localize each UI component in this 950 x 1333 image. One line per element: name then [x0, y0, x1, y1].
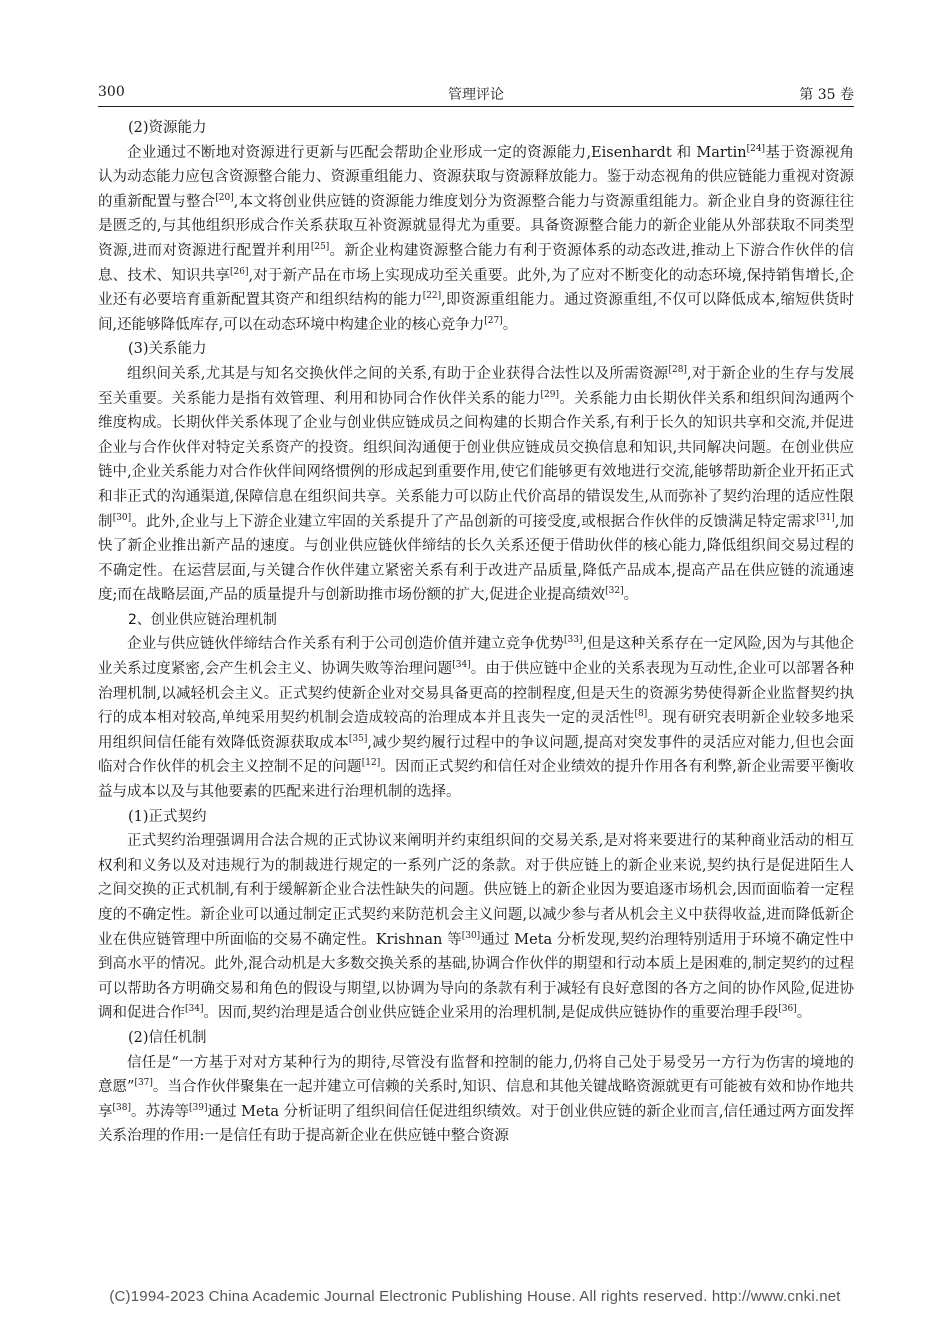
- citation-ref: [22]: [422, 291, 442, 302]
- text-run: 。: [502, 316, 518, 333]
- paragraph: [98, 829, 854, 1026]
- citation-ref: [31]: [816, 512, 835, 523]
- section-heading: (2)资源能力: [128, 120, 207, 136]
- section-heading: (3)关系能力: [128, 341, 207, 358]
- citation-ref: [28]: [668, 364, 687, 375]
- text-run: 。: [796, 1005, 812, 1022]
- paragraph: [98, 632, 854, 804]
- section-heading: (2)信任机制: [128, 1029, 207, 1046]
- citation-ref: [25]: [310, 241, 330, 252]
- text-run: 企业与供应链伙伴缔结合作关系有利于公司创造价值并建立竞争优势: [127, 636, 565, 653]
- citation-ref: [34]: [452, 660, 471, 671]
- citation-ref: [34]: [185, 1004, 204, 1015]
- text-run: 信任是“一方基于对对方某种行为的期待,尽管没有监督和控制的能力,仍将自己处于易受另一方行为伤害的境地的意愿”: [98, 1054, 854, 1096]
- text-run: 。此外,企业与上下游企业建立牢固的关系提升了产品创新的可接受度,或根据合作伙伴的反馈满足特定需求: [131, 513, 817, 530]
- citation-ref: [38]: [112, 1102, 131, 1113]
- text-run: ,减少契约履行过程中的争议问题,提高对突发事件的灵活应对能力,但也会面临对合作伙伴的机会主义控制不足的问题: [98, 734, 854, 776]
- text-run: 通过 Meta 分析发现,契约治理特别适用于环境不确定性中到高水平的情况。此外,混合动机是大多数交换关系的基础,协调合作伙伴的期望和行动本质上是困难的,制定契约的过程可以帮助各方明确交易和角色的假设与期望,以协调为导向的条款有利于减轻有良好意图的各方之间的协作风险,促进协调和促进合作: [98, 931, 854, 1022]
- citation-ref: [24]: [746, 143, 766, 154]
- citation-ref: [20]: [215, 192, 234, 203]
- text-run: ,加快了新企业推出新产品的速度。与创业供应链伙伴缔结的长久关系还便于借助伙伴的核心能力,降低组织间交易过程的不确定性。在运营层面,与关键合作伙伴建立紧密关系有利于改进产品质量,降低产品成本,提高产品在供应链的流通速度;而在战略层面,产品的质量提升与创新助推市场份额的扩大,促进企业提高绩效: [98, 513, 854, 604]
- text-run: 。因而正式契约和信任对企业绩效的提升作用各有利弊,新企业需要平衡收益与成本以及与其他要素的匹配来进行治理机制的选择。: [98, 759, 854, 801]
- volume-label: 第 35 卷: [799, 87, 854, 103]
- citation-ref: [35]: [348, 733, 368, 744]
- running-header: [98, 84, 854, 108]
- text-run: 。新企业构建资源整合能力有利于资源体系的动态改进,推动上下游合作伙伴的信息、技术、知识共享: [98, 242, 854, 284]
- citation-ref: [8]: [634, 709, 648, 720]
- text-run: ,本文将创业供应链的资源能力维度划分为资源整合能力与资源重组能力。新企业自身的资源往往是匮乏的,与其他组织形成合作关系获取互补资源就显得尤为重要。具备资源整合能力的新企业能从外部获取不同类型资源,进而对资源进行配置并利用: [98, 193, 854, 259]
- header-rule: [98, 106, 854, 107]
- text-run: 。苏涛等: [131, 1103, 190, 1120]
- text-run: 。当合作伙伴聚集在一起并建立可信赖的关系时,知识、信息和其他关键战略资源就更有可能被有效和协作地共享: [98, 1079, 854, 1120]
- text-run: ,即资源重组能力。通过资源重组,不仅可以降低成本,缩短供货时间,还能够降低库存,可以在动态环境中构建企业的核心竞争力: [98, 292, 854, 333]
- citation-ref: [37]: [134, 1078, 153, 1089]
- text-run: 。因而,契约治理是适合创业供应链企业采用的治理机制,是促成供应链协作的重要治理手段: [203, 1005, 779, 1022]
- text-run: 。: [623, 587, 639, 604]
- text-run: 基于资源视角认为动态能力应包含资源整合能力、资源重组能力、资源获取与资源释放能力。鉴于动态视角的供应链能力重视对资源的重新配置与整合: [98, 144, 854, 210]
- text-run: 。现有研究表明新企业较多地采用组织间信任能有效降低资源获取成本: [98, 710, 854, 751]
- journal-title: 管理评论: [448, 87, 504, 103]
- citation-ref: [26]: [229, 266, 249, 277]
- text-run: 。由于供应链中企业的关系表现为互动性,企业可以部署各种治理机制,以减轻机会主义。正式契约使新企业对交易具备更高的控制程度,但是天生的资源劣势使得新企业监督契约执行的成本相对较高,单纯采用契约机制会造成较高的治理成本并且丧失一定的灵活性: [98, 661, 854, 727]
- page-number: 300: [98, 84, 125, 100]
- text-run: 组织间关系,尤其是与知名交换伙伴之间的关系,有助于企业获得合法性以及所需资源: [127, 365, 669, 382]
- citation-ref: [29]: [540, 389, 559, 400]
- citation-ref: [33]: [564, 635, 583, 646]
- text-run: 正式契约治理强调用合法合规的正式协议来阐明并约束组织间的交易关系,是对将来要进行的某种商业活动的相互权利和义务以及对违规行为的制裁进行规定的一系列广泛的条款。对于供应链上的新企业来说,契约执行是促进陌生人之间交换的正式机制,有利于缓解新企业合法性缺失的问题。供应链上的新企业因为要追逐市场机会,因而面临着一定程度的不确定性。新企业可以通过制定正式契约来防范机会主义问题,以减少参与者从机会主义中获得收益,进而降低新企业在供应链管理中所面临的交易不确定性。Krishnan 等: [98, 833, 854, 948]
- citation-ref: [32]: [605, 586, 624, 597]
- copyright-footer: (C)1994-2023 China Academic Journal Electronic Publishing House. All rights reserved. http://www.cnki.net: [109, 1288, 841, 1305]
- citation-ref: [30]: [112, 512, 132, 523]
- citation-ref: [27]: [484, 315, 503, 326]
- text-run: 通过 Meta 分析证明了组织间信任促进组织绩效。对于创业供应链的新企业而言,信任通过两方面发挥关系治理的作用:一是信任有助于提高新企业在供应链中整合资源: [98, 1103, 854, 1145]
- citation-ref: [30]: [461, 930, 481, 941]
- text-run: 企业通过不断地对资源进行更新与匹配会帮助企业形成一定的资源能力,Eisenhardt 和 Martin: [127, 144, 747, 161]
- text-run: ,对于新企业的生存与发展至关重要。关系能力是指有效管理、利用和协同合作伙伴关系的能力: [98, 365, 854, 407]
- section-heading: 2、创业供应链治理机制: [128, 611, 277, 628]
- citation-ref: [39]: [189, 1102, 208, 1113]
- text-run: 。关系能力由长期伙伴关系和组织间沟通两个维度构成。长期伙伴关系体现了企业与创业供应链成员之间构建的长期合作关系,有利于长久的知识共享和交流,并促进企业与合作伙伴对特定关系资产的投资。组织间沟通便于创业供应链成员交换信息和知识,共同解决问题。在创业供应链中,企业关系能力对合作伙伴间网络惯例的形成起到重要作用,使它们能够更有效地进行交流,能够帮助新企业开拓正式和非正式的沟通渠道,保障信息在组织间共享。关系能力可以防止代价高昂的错误发生,从而弥补了契约治理的适应性限制: [98, 390, 854, 530]
- paragraph: [98, 1051, 854, 1149]
- citation-ref: [12]: [361, 758, 381, 769]
- text-run: ,但是这种关系存在一定风险,因为与其他企业关系过度紧密,会产生机会主义、协调失败等治理问题: [98, 636, 854, 678]
- section-heading: (1)正式契约: [128, 808, 207, 825]
- paragraph: [98, 141, 854, 338]
- article-body: [98, 116, 854, 1273]
- citation-ref: [36]: [778, 1004, 797, 1015]
- text-run: ,对于新产品在市场上实现成功至关重要。此外,为了应对不断变化的动态环境,保持销售增长,企业还有必要培育重新配置其资产和组织结构的能力: [98, 267, 854, 309]
- paragraph: [98, 362, 854, 608]
